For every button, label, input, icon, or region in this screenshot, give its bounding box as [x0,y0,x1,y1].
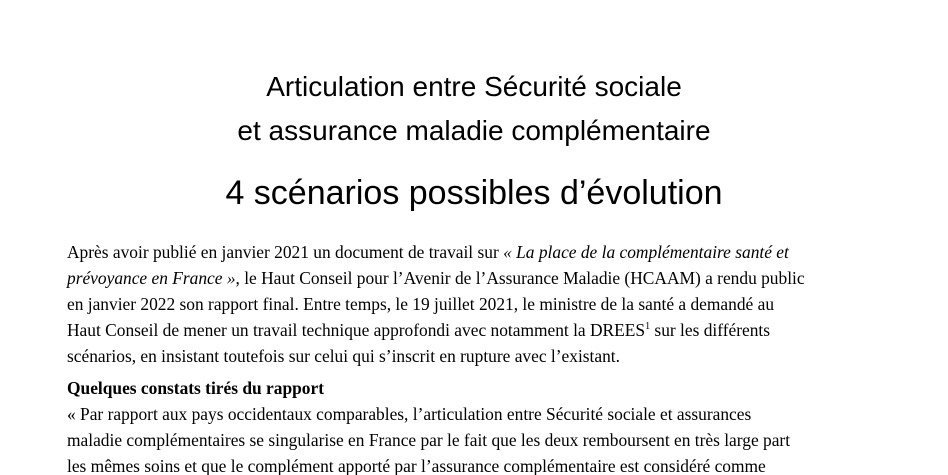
text-run: Haut Conseil de mener un travail technique approfondi avec notamment la DREES [67,320,646,340]
text-run: Après avoir publié en janvier 2021 un document de travail sur [67,242,504,262]
text-run: sur les différents [650,320,771,340]
paragraph-line [67,317,897,343]
paragraph-line [67,265,897,291]
paragraph-line: scénarios, en insistant toutefois sur celui qui s’inscrit en rupture avec l’existant. [67,346,620,366]
quote-paragraph [67,401,897,475]
report-title-italic: prévoyance en France » [67,268,236,288]
report-title-italic: « La place de la complémentaire santé et [503,242,789,262]
text-run: , le Haut Conseil pour l’Avenir de l’Assurance Maladie (HCAAM) a rendu public [235,268,805,288]
paragraph-line: « Par rapport aux pays occidentaux comparables, l’articulation entre Sécurité sociale et assurances [67,404,752,424]
subtitle: 4 scénarios possibles d’évolution [225,174,723,212]
footnote-marker[interactable]: 1 [645,321,651,332]
paragraph-line: en janvier 2022 son rapport final. Entre temps, le 19 juillet 2021, le ministre de la santé a demandé au [67,294,775,314]
title-line-2: et assurance maladie complémentaire [237,115,711,146]
intro-paragraph [67,239,897,369]
paragraph-line: maladie complémentaires se singularise en France par le fait que les deux remboursent en très large part [67,430,791,450]
section-heading: Quelques constats tirés du rapport [67,378,325,398]
title-line-1: Articulation entre Sécurité sociale [266,71,682,102]
paragraph-line: les mêmes soins et que le complément apporté par l’assurance complémentaire est considéré comme [67,456,766,475]
paragraph-line [67,239,897,265]
